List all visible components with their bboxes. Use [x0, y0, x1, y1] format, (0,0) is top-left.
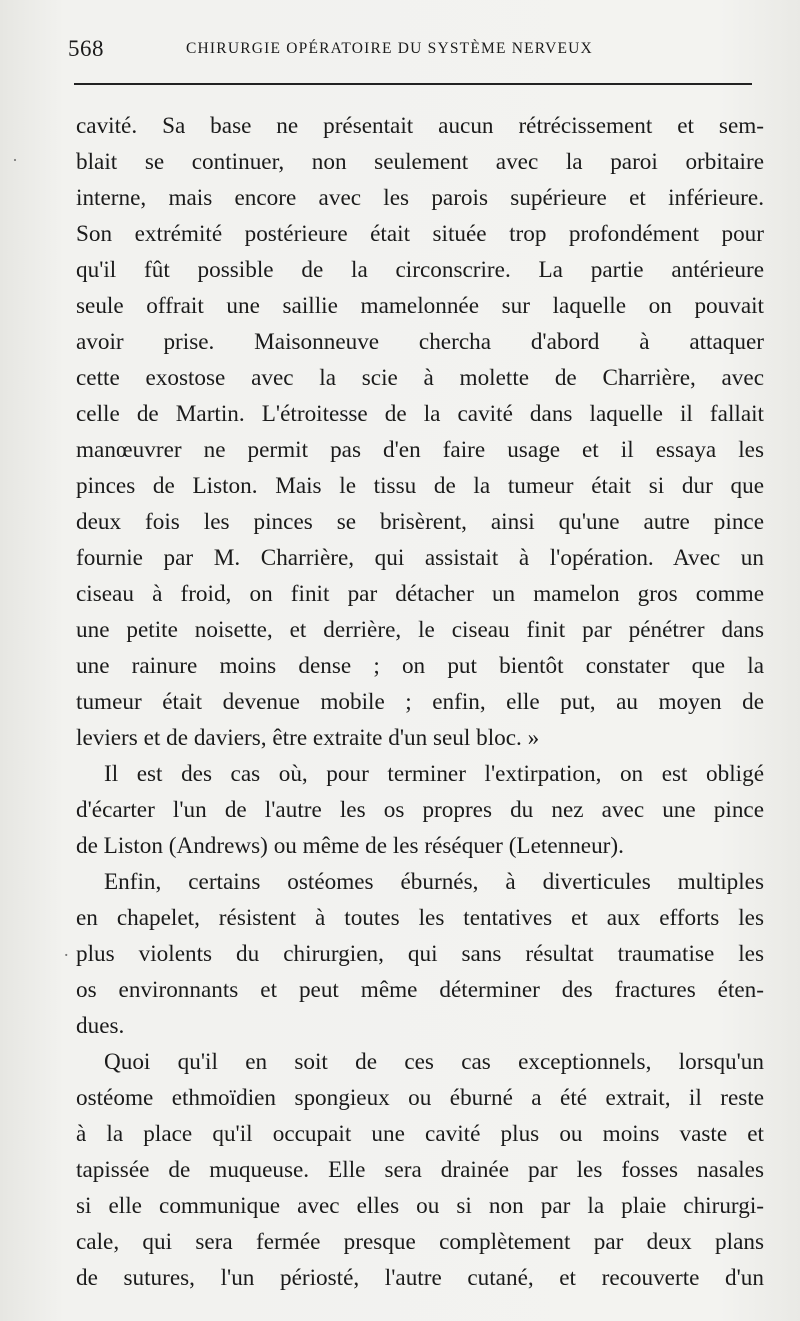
text-line: seule offrait une saillie mamelonnée sur laquelle on pouvait: [76, 293, 764, 319]
page-number: 568: [68, 36, 104, 61]
text-line: pinces de Liston. Mais le tissu de la tumeur était si dur que: [76, 473, 764, 499]
text-line: tapissée de muqueuse. Elle sera drainée par les fosses nasales: [76, 1157, 764, 1183]
page-header: [68, 36, 752, 66]
text-line: Enfin, certains ostéomes éburnés, à diverticules multiples: [104, 869, 764, 895]
text-line: ciseau à froid, on finit par détacher un mamelon gros comme: [76, 581, 764, 607]
text-line: avoir prise. Maisonneuve chercha d'abord à attaquer: [76, 329, 764, 355]
text-line: dues.: [76, 1013, 125, 1039]
margin-speck: ·: [12, 150, 18, 170]
text-line: de Liston (Andrews) ou même de les réséquer (Letenneur).: [76, 833, 624, 859]
text-line: une petite noisette, et derrière, le ciseau finit par pénétrer dans: [76, 617, 764, 643]
text-line: à la place qu'il occupait une cavité plus ou moins vaste et: [76, 1121, 764, 1147]
text-line: deux fois les pinces se brisèrent, ainsi qu'une autre pince: [76, 509, 764, 535]
text-line: interne, mais encore avec les parois supérieure et inférieure.: [76, 185, 764, 211]
text-line: Il est des cas où, pour terminer l'extirpation, on est obligé: [104, 761, 764, 787]
text-line: ostéome ethmoïdien spongieux ou éburné a été extrait, il reste: [76, 1085, 764, 1111]
text-line: tumeur était devenue mobile ; enfin, elle put, au moyen de: [76, 689, 764, 715]
text-line: cavité. Sa base ne présentait aucun rétrécissement et sem-: [76, 113, 764, 139]
text-line: cette exostose avec la scie à molette de Charrière, avec: [76, 365, 764, 391]
text-line: plus violents du chirurgien, qui sans résultat traumatise les: [76, 941, 764, 967]
body-text: [76, 108, 764, 1296]
text-line: blait se continuer, non seulement avec la paroi orbitaire: [76, 149, 764, 175]
header-rule: [74, 83, 752, 85]
text-line: qu'il fût possible de la circonscrire. La partie antérieure: [76, 257, 764, 283]
running-title: CHIRURGIE OPÉRATOIRE DU SYSTÈME NERVEUX: [186, 40, 593, 57]
text-line: de sutures, l'un périosté, l'autre cutané, et recouverte d'un: [76, 1265, 764, 1291]
text-line: d'écarter l'un de l'autre les os propres du nez avec une pince: [76, 797, 764, 823]
text-line: os environnants et peut même déterminer des fractures éten-: [76, 977, 764, 1003]
text-line: fournie par M. Charrière, qui assistait à l'opération. Avec un: [76, 545, 764, 571]
text-line: Quoi qu'il en soit de ces cas exceptionnels, lorsqu'un: [104, 1049, 764, 1075]
text-line: si elle communique avec elles ou si non par la plaie chirurgi-: [76, 1193, 764, 1219]
text-line: cale, qui sera fermée presque complètement par deux plans: [76, 1229, 764, 1255]
margin-speck: .: [64, 940, 69, 960]
text-line: en chapelet, résistent à toutes les tentatives et aux efforts les: [76, 905, 764, 931]
text-line: leviers et de daviers, être extraite d'un seul bloc. »: [76, 725, 540, 751]
text-line: Son extrémité postérieure était située trop profondément pour: [76, 221, 764, 247]
text-line: une rainure moins dense ; on put bientôt constater que la: [76, 653, 764, 679]
text-line: manœuvrer ne permit pas d'en faire usage et il essaya les: [76, 437, 764, 463]
text-line: celle de Martin. L'étroitesse de la cavité dans laquelle il fallait: [76, 401, 764, 427]
